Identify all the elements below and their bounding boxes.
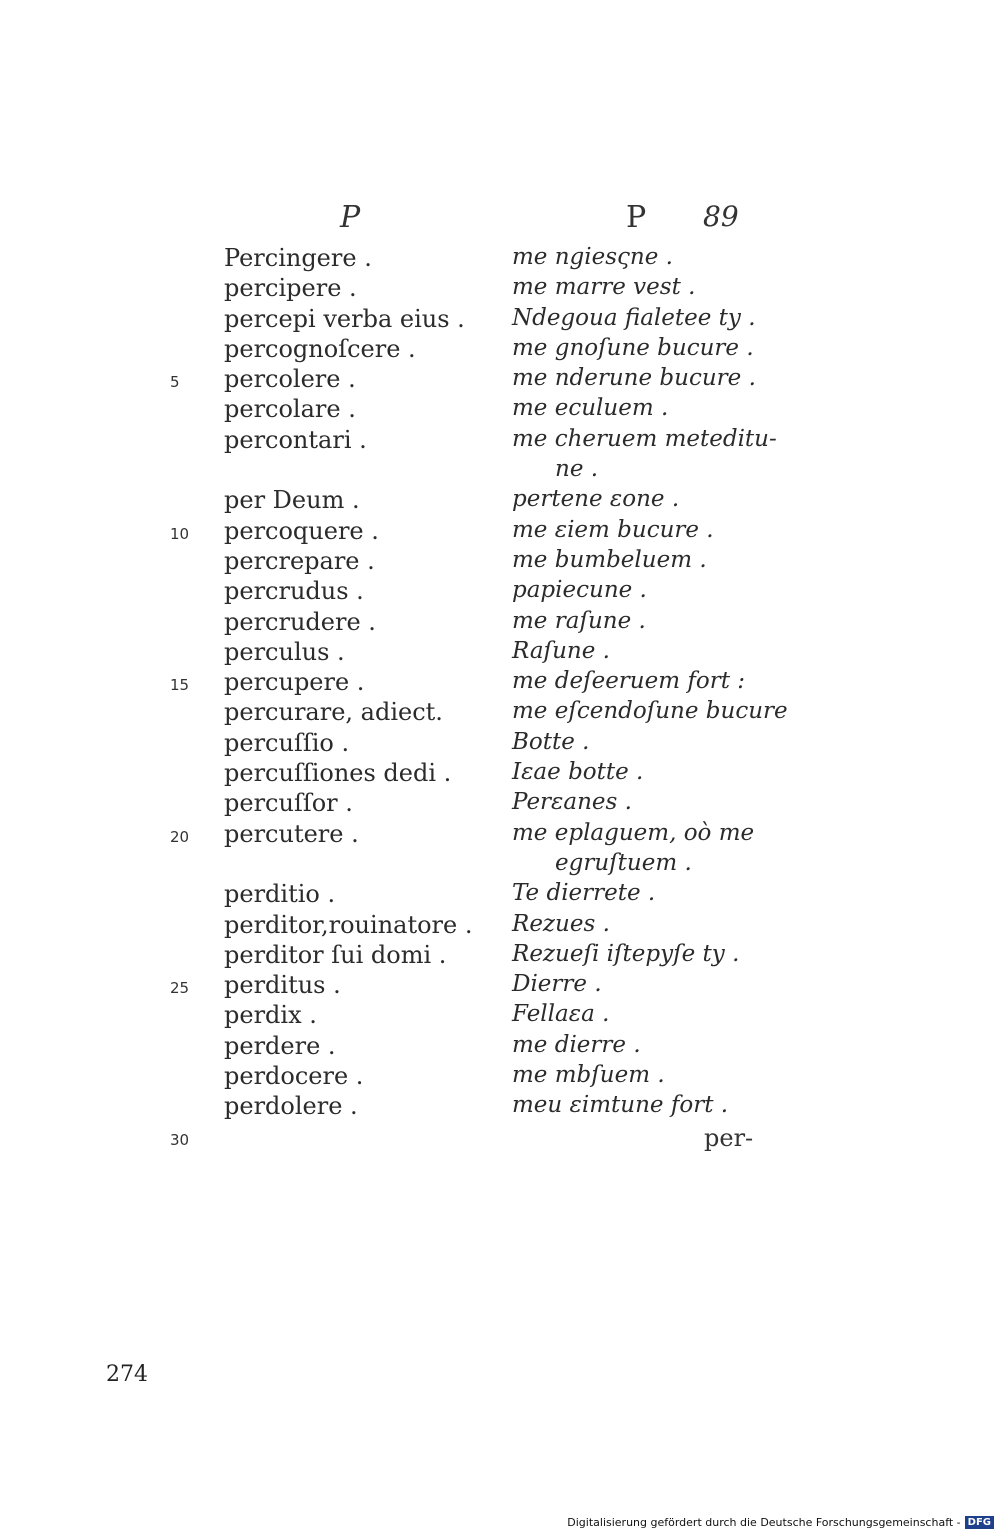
albanian-gloss: me nderune bucure . (512, 365, 756, 392)
latin-headword: percuſſio . (224, 728, 350, 757)
albanian-gloss: me cheruem meteditu- (512, 425, 777, 452)
entry-row (0, 1032, 1000, 1062)
albanian-gloss: me bumbeluem . (512, 546, 707, 573)
line-number: 30 (170, 1130, 190, 1149)
latin-headword: percoquere . (224, 516, 379, 545)
entry-row (0, 274, 1000, 304)
latin-headword: percontari . (224, 425, 367, 454)
entry-row (0, 456, 1000, 486)
entry-row (0, 305, 1000, 335)
latin-headword: per Deum . (224, 486, 360, 515)
latin-headword: percognoſcere . (224, 334, 416, 363)
latin-headword: perdere . (224, 1031, 336, 1060)
albanian-gloss: pertene εone . (512, 486, 680, 513)
albanian-gloss: papiecune . (512, 577, 647, 604)
entry-row (0, 1092, 1000, 1122)
albanian-gloss: Dierre . (512, 971, 602, 998)
albanian-gloss: me eplaguem, oò me (512, 819, 755, 846)
line-number: 5 (170, 373, 180, 392)
header-right-letter: P (626, 200, 647, 235)
header-left-letter: P (340, 200, 361, 235)
albanian-gloss: Fellaεa . (512, 1001, 610, 1028)
entry-row (0, 638, 1000, 668)
line-number: 15 (170, 676, 190, 695)
entry-row (0, 698, 1000, 728)
albanian-gloss: egruſtuem . (555, 849, 692, 876)
latin-headword: perdocere . (224, 1062, 364, 1091)
dictionary-entries (0, 244, 1000, 1153)
latin-headword: percepi verba eius . (224, 304, 465, 333)
latin-headword: percrepare . (224, 546, 375, 575)
entry-row (0, 971, 1000, 1001)
albanian-gloss: Rezues . (512, 910, 610, 937)
albanian-gloss: me raſune . (512, 607, 646, 634)
latin-headword: percupere . (224, 668, 365, 697)
header-page-number: 89 (703, 200, 739, 233)
albanian-gloss: me mbſuem . (512, 1062, 665, 1089)
albanian-gloss: Ndegoua fialetee ty . (512, 304, 756, 331)
line-number: 20 (170, 827, 190, 846)
latin-headword: Percingere . (224, 244, 372, 272)
albanian-gloss: Iεae botte . (512, 759, 644, 786)
entry-row (0, 486, 1000, 516)
latin-headword: perdix . (224, 1001, 317, 1030)
entry-row (0, 941, 1000, 971)
albanian-gloss: me marre vest . (512, 274, 696, 301)
entry-row (0, 395, 1000, 425)
digitization-footer (567, 1516, 994, 1529)
albanian-gloss: Perεanes . (512, 789, 632, 816)
latin-headword: percolere . (224, 365, 356, 394)
albanian-gloss: Botte . (512, 728, 590, 755)
albanian-gloss: me eſcendoſune bucure (512, 698, 788, 725)
albanian-gloss: me εiem bucure . (512, 516, 714, 543)
latin-headword: perdolere . (224, 1092, 358, 1121)
entry-row (0, 729, 1000, 759)
latin-headword: percipere . (224, 274, 357, 303)
albanian-gloss: ne . (555, 456, 599, 483)
entry-row (0, 789, 1000, 819)
latin-headword: perditus . (224, 971, 341, 1000)
entry-row (0, 911, 1000, 941)
entry-row (0, 759, 1000, 789)
entry-row (0, 547, 1000, 577)
entry-row (0, 517, 1000, 547)
entry-row (0, 335, 1000, 365)
albanian-gloss: Te dierrete . (512, 880, 656, 907)
entry-row (0, 820, 1000, 850)
entry-row (0, 850, 1000, 880)
latin-headword: perditor ſui domi . (224, 940, 447, 969)
latin-headword: perditor,rouinatore . (224, 910, 473, 939)
dfg-logo-icon: DFG (965, 1516, 994, 1529)
entry-row (0, 365, 1000, 395)
latin-headword: perditio . (224, 880, 336, 909)
albanian-gloss: Rezueſi iſtepyſe ty . (512, 940, 740, 967)
entry-row (0, 608, 1000, 638)
entry-row (0, 577, 1000, 607)
line-number: 10 (170, 524, 190, 543)
scan-page-number: 274 (106, 1362, 148, 1387)
footer-text: Digitalisierung gefördert durch die Deutsche Forschungsgemeinschaft - (567, 1516, 961, 1529)
latin-headword: percuſſiones dedi . (224, 759, 452, 788)
entry-row (0, 1123, 1000, 1153)
albanian-gloss: me dierre . (512, 1031, 641, 1058)
line-number: 25 (170, 979, 190, 998)
latin-headword: percutere . (224, 819, 359, 848)
albanian-gloss: meu εimtune fort . (512, 1092, 729, 1119)
entry-row (0, 1062, 1000, 1092)
entry-row (0, 880, 1000, 910)
catchword: per- (704, 1124, 754, 1152)
albanian-gloss: me deſeeruem fort : (512, 668, 745, 695)
latin-headword: percrudere . (224, 607, 376, 636)
latin-headword: percuſſor . (224, 789, 353, 818)
entry-row (0, 668, 1000, 698)
latin-headword: perculus . (224, 637, 345, 666)
entry-row (0, 426, 1000, 456)
albanian-gloss: me eculuem . (512, 395, 669, 422)
latin-headword: percolare . (224, 395, 356, 424)
albanian-gloss: Raſune . (512, 637, 610, 664)
entry-row (0, 244, 1000, 274)
albanian-gloss: me ngiesςne . (512, 244, 673, 270)
albanian-gloss: me gnoſune bucure . (512, 334, 754, 361)
latin-headword: percrudus . (224, 577, 364, 606)
entry-row (0, 1001, 1000, 1031)
latin-headword: percurare, adiect. (224, 698, 443, 727)
